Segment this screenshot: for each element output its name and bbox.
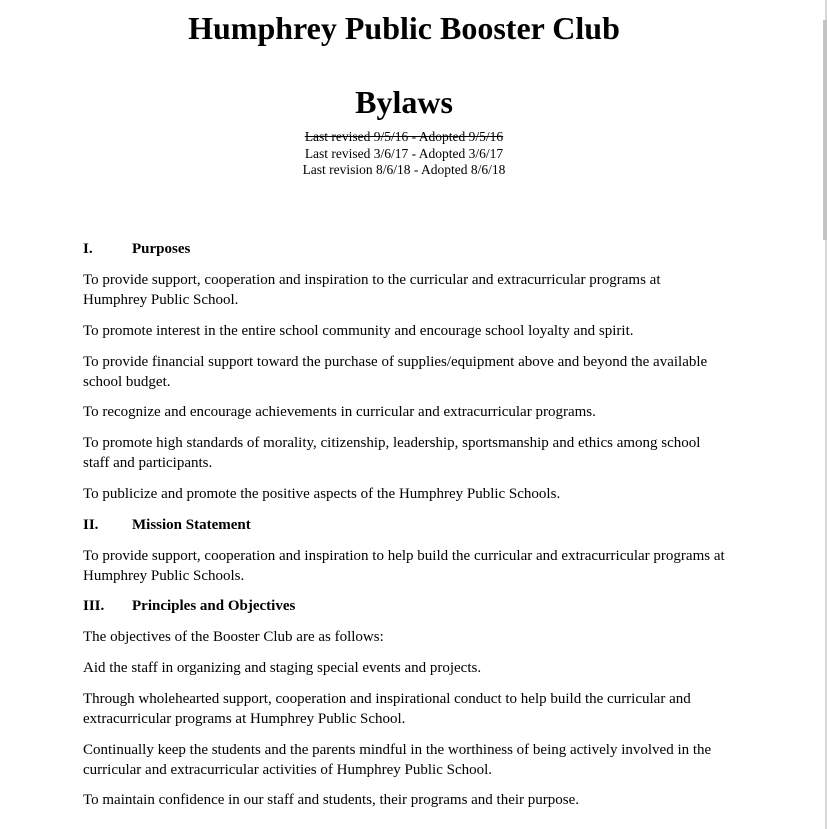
paragraph: To promote high standards of morality, citizenship, leadership, sportsmanship and ethics among school staff and participants. — [83, 435, 701, 471]
section-heading-mission — [83, 516, 251, 534]
paragraph: To recognize and encourage achievements in curricular and extracurricular programs. — [83, 404, 596, 420]
paragraph: The objectives of the Booster Club are as follows: — [83, 629, 384, 645]
document-subtitle: Bylaws — [355, 84, 453, 120]
paragraph: To publicize and promote the positive aspects of the Humphrey Public Schools. — [83, 486, 561, 502]
paragraph: To provide financial support toward the purchase of supplies/equipment above and beyond the available school budget. — [83, 354, 708, 390]
paragraph: To maintain confidence in our staff and students, their programs and their purpose. — [83, 792, 580, 808]
section-number: II. — [83, 517, 99, 533]
section-title: Mission Statement — [132, 517, 251, 533]
section-heading-purposes — [83, 240, 190, 258]
paragraph: Through wholehearted support, cooperation and inspirational conduct to help build the curricular and extracurricular programs at Humphrey Public School. — [83, 691, 691, 727]
document-title: Humphrey Public Booster Club — [188, 10, 620, 46]
section-title: Purposes — [132, 241, 191, 257]
paragraph: To provide support, cooperation and inspiration to the curricular and extracurricular programs at Humphrey Public School. — [83, 272, 661, 308]
section-number: I. — [83, 241, 93, 257]
section-title: Principles and Objectives — [132, 598, 296, 614]
paragraph: To promote interest in the entire school community and encourage school loyalty and spirit. — [83, 323, 634, 339]
section-heading-principles — [83, 597, 295, 615]
paragraph: Continually keep the students and the parents mindful in the worthiness of being actively involved in the curricular and extracurricular activities of Humphrey Public School. — [83, 742, 712, 778]
paragraph: Aid the staff in organizing and staging special events and projects. — [83, 660, 482, 676]
scrollbar-thumb[interactable] — [823, 20, 827, 240]
revision-line: Last revised 3/6/17 - Adopted 3/6/17 — [304, 146, 504, 161]
revision-line: Last revision 8/6/18 - Adopted 8/6/18 — [302, 162, 506, 177]
paragraph: To provide support, cooperation and inspiration to help build the curricular and extracurricular programs at Humphrey Public Schools. — [83, 548, 725, 584]
revision-line-struck: Last revised 9/5/16 - Adopted 9/5/16 — [304, 129, 504, 144]
section-number: III. — [83, 598, 105, 614]
